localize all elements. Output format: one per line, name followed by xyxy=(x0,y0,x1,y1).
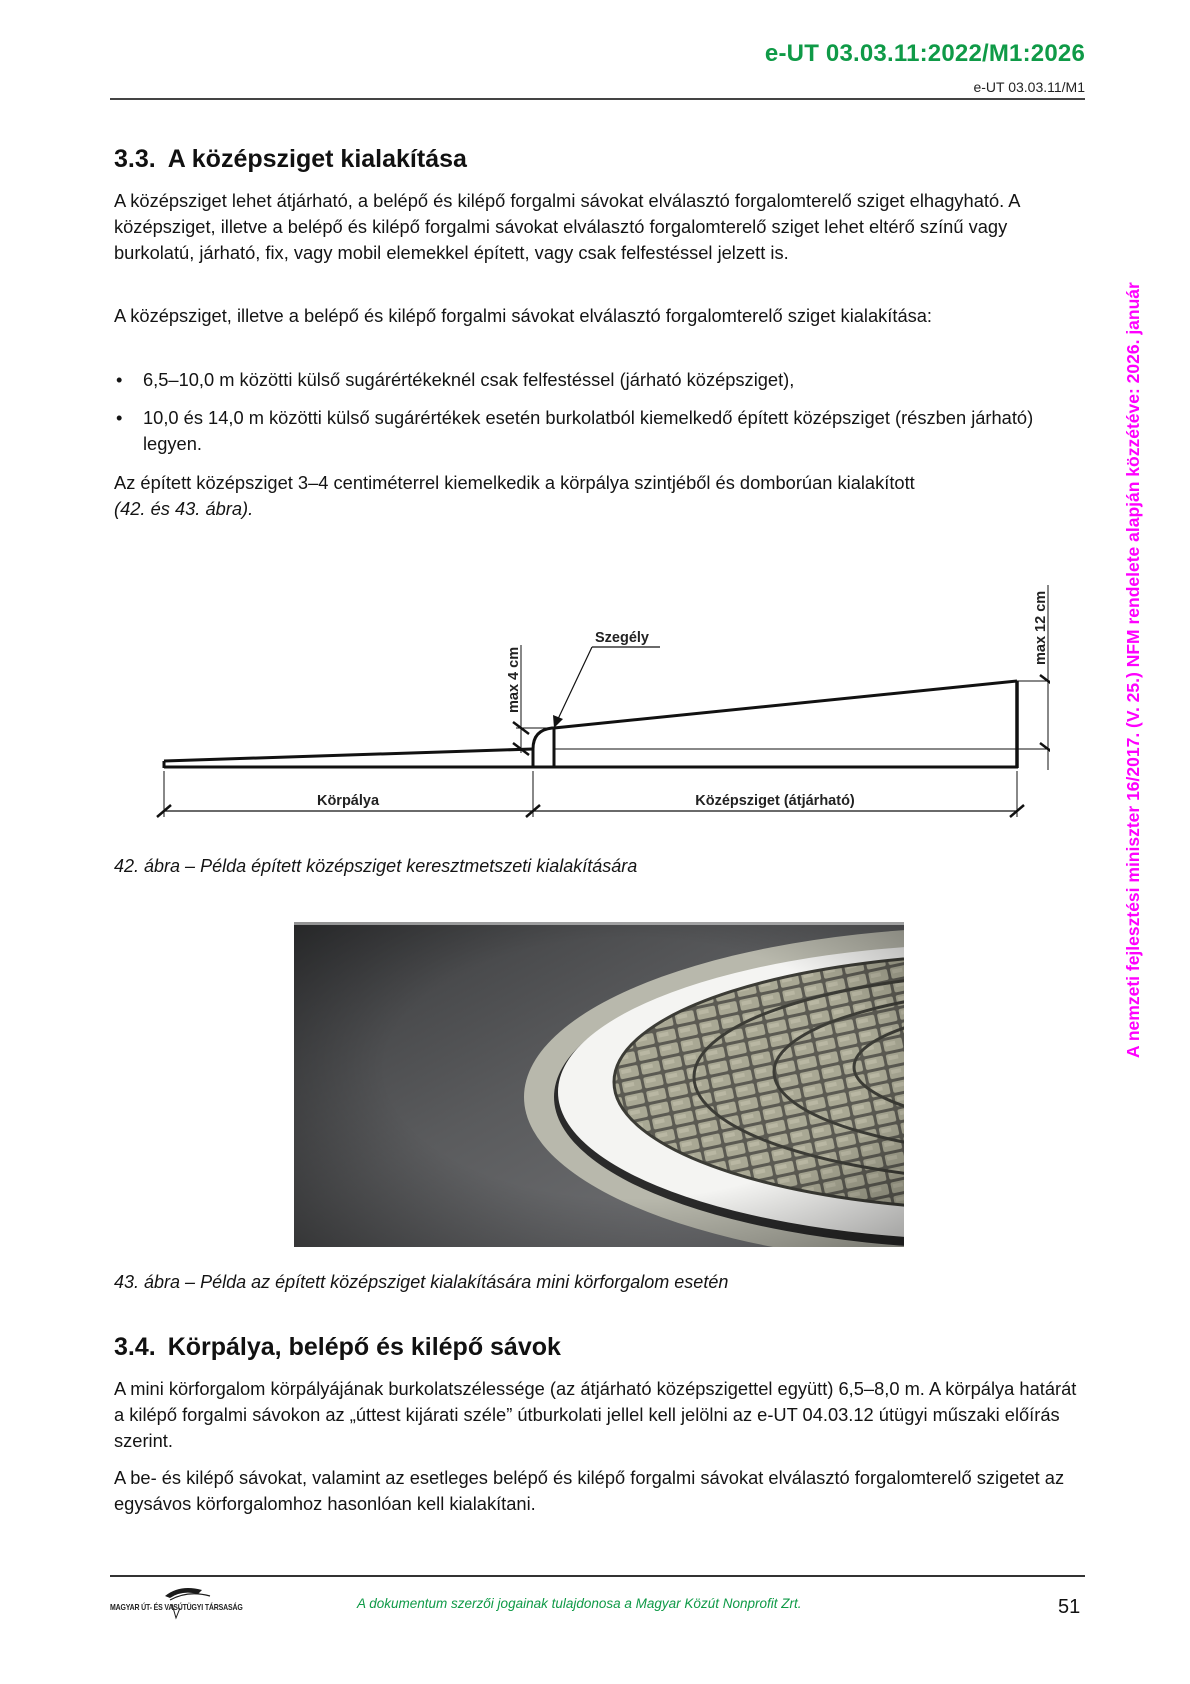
bullet-icon: • xyxy=(116,407,123,428)
list-item: • 10,0 és 14,0 m közötti külső sugárértékek esetén burkolatból kiemelkedő épített középsziget (részben járható) legyen. xyxy=(116,407,1034,454)
header-divider xyxy=(110,98,1085,100)
cross-section-diagram xyxy=(150,585,1050,845)
document-subcode: e-UT 03.03.11/M1 xyxy=(973,79,1085,95)
paragraph: A középsziget, illetve a belépő és kilépő forgalmi sávokat elválasztó forgalomterelő sziget kialakítása: xyxy=(114,305,933,326)
figure-caption-43: 43. ábra – Példa az épített középsziget kialakítására mini körforgalom esetén xyxy=(114,1272,729,1292)
section-heading-3-4 xyxy=(114,1333,561,1362)
footer-divider xyxy=(110,1575,1085,1577)
document-code: e-UT 03.03.11:2022/M1:2026 xyxy=(764,40,1085,67)
island-label: Középsziget (átjárható) xyxy=(695,793,855,809)
bullet-icon: • xyxy=(116,369,123,390)
figure-caption-42: 42. ábra – Példa épített középsziget keresztmetszeti kialakítására xyxy=(114,856,638,876)
copyright-notice: A dokumentum szerzői jogainak tulajdonosa a Magyar Közút Nonprofit Zrt. xyxy=(357,1596,802,1611)
publisher-name: MAGYAR ÚT- ÉS VASÚTÜGYI TÁRSASÁG xyxy=(110,1602,243,1612)
section-title: Körpálya, belépő és kilépő sávok xyxy=(167,1333,561,1361)
publisher-logo xyxy=(110,1582,280,1624)
paragraph: A mini körforgalom körpályájának burkolatszélessége (az átjárható középszigettel együtt) 6,5–8,0 m. A körpálya határát a kilépő forgalmi sávokon az „úttest kijárati széle” útburkolati jellel kell jelölni az e-UT 04.03.12 útügyi műszaki előírás szerint. xyxy=(114,1378,1077,1451)
figure-reference: (42. és 43. ábra). xyxy=(114,498,254,519)
section-number: 3.3. xyxy=(114,145,156,173)
list-item: • 6,5–10,0 m közötti külső sugárértékeknél csak felfestéssel (járható középsziget), xyxy=(114,367,1089,393)
section-heading-3-3 xyxy=(114,145,467,174)
section-title: A középsziget kialakítása xyxy=(167,145,467,173)
lane-label: Körpálya xyxy=(316,793,380,809)
paragraph: A középsziget lehet átjárható, a belépő és kilépő forgalmi sávokat elválasztó forgalomterelő sziget elhagyható. A középsziget, illetve a belépő és kilépő forgalmi sávokat elválasztó forgalomterelő sziget lehet eltérő színű vagy burkolatú, járható, fix, vagy mobil elemekkel épített, vagy csak felfestéssel jelzett is. xyxy=(114,190,1020,263)
section-number: 3.4. xyxy=(114,1333,156,1361)
bullet-list xyxy=(114,367,1089,457)
paragraph: Az épített középsziget 3–4 centiméterrel kiemelkedik a körpálya szintjéből és domborúan kialakított (42. és 43. ábra). xyxy=(114,472,915,519)
max-4cm-label: max 4 cm xyxy=(506,646,522,713)
paragraph: A be- és kilépő sávokat, valamint az esetleges belépő és kilépő forgalmi sávokat elválasztó forgalomterelő szigetet az egysávos körforgalomhoz hasonlóan kell kialakítani. xyxy=(114,1467,1065,1514)
page-number: 51 xyxy=(1058,1596,1081,1618)
curb-label: Szegély xyxy=(595,630,649,646)
roundabout-photo xyxy=(294,922,904,1247)
max-12cm-label: max 12 cm xyxy=(1033,590,1049,665)
publication-notice-banner: A nemzeti fejlesztési miniszter 16/2017. (V. 25.) NFM rendelete alapján közzétéve: 2026. január xyxy=(1123,282,1143,1058)
